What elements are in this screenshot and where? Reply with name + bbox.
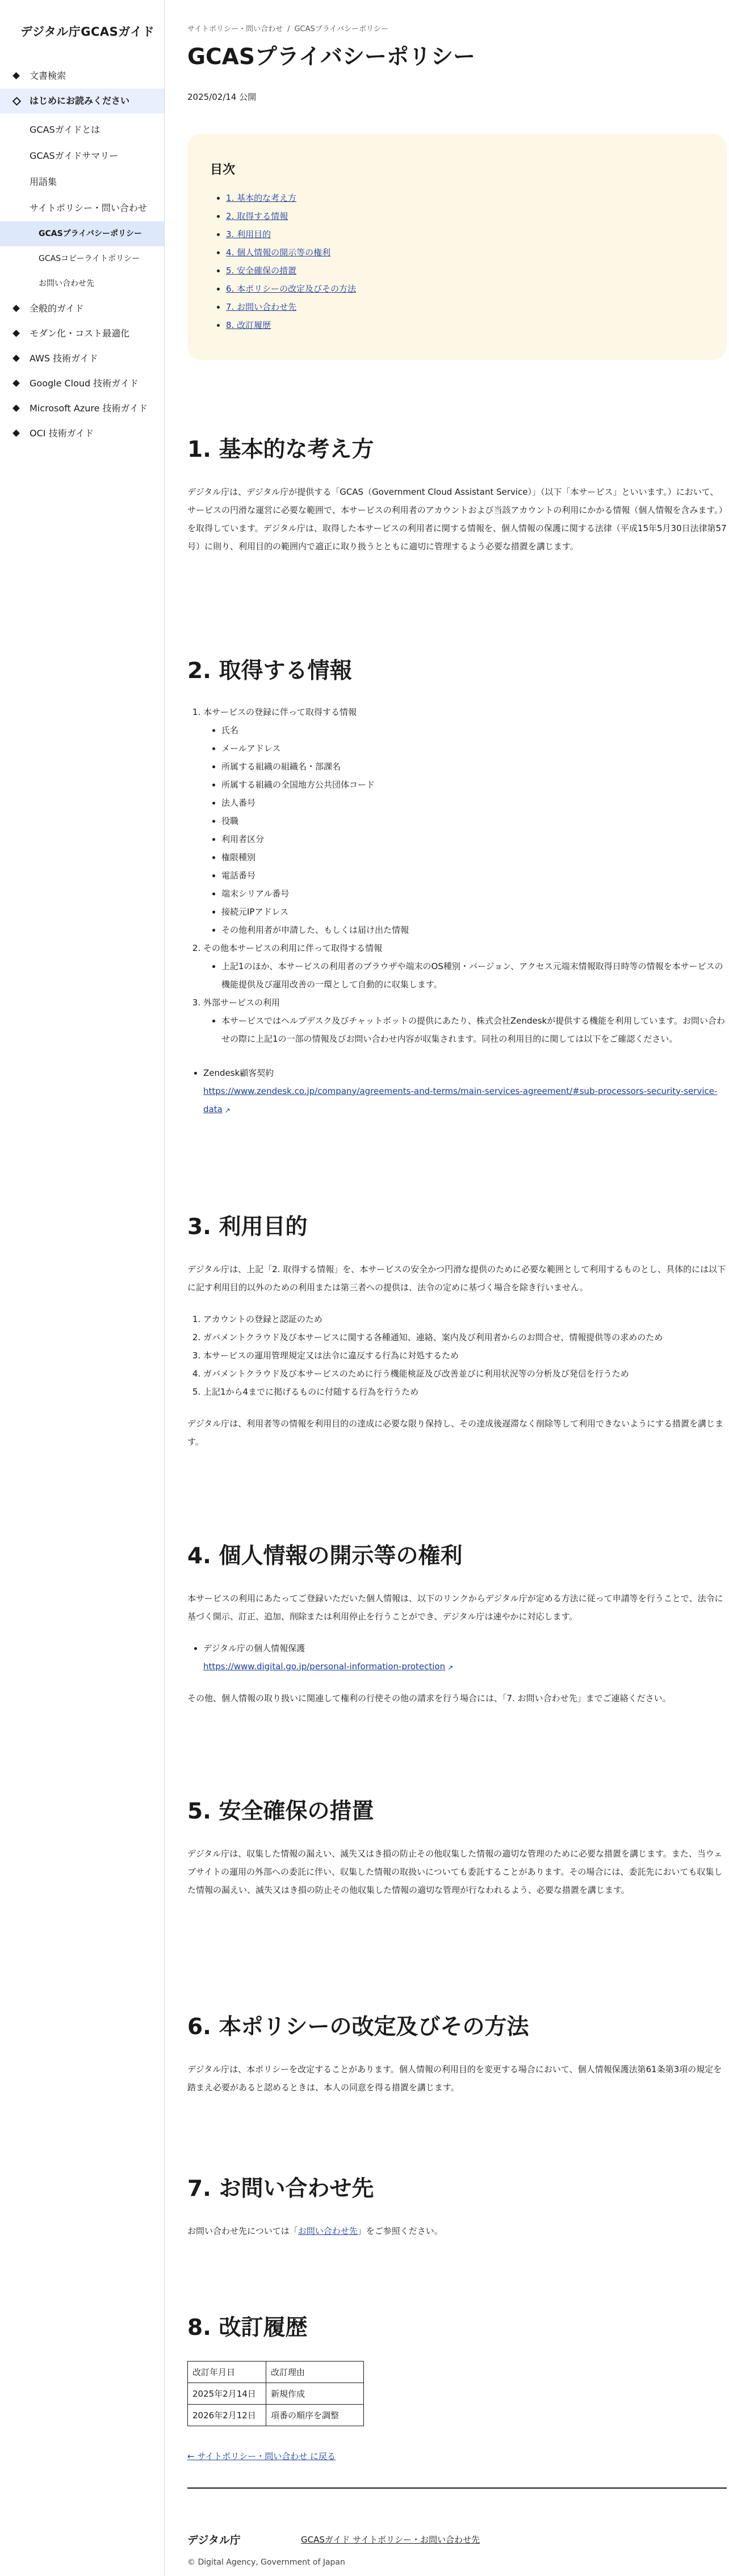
sub-list bbox=[203, 957, 727, 994]
diamond-icon bbox=[12, 405, 20, 412]
toc-link[interactable]: 3. 利用目的 bbox=[226, 229, 271, 239]
table-header-row bbox=[188, 2361, 364, 2383]
sub-list-item: • 氏名 bbox=[221, 721, 727, 739]
section-disclosure-rights bbox=[187, 1543, 727, 1707]
section-heading: 5. 安全確保の措置 bbox=[187, 1799, 374, 1824]
sidebar-item-google-cloud-guide[interactable] bbox=[0, 371, 164, 396]
toc-link[interactable]: 5. 安全確保の措置 bbox=[226, 266, 297, 276]
toc-item bbox=[226, 262, 727, 280]
sub-list-item: • 利用者区分 bbox=[221, 830, 727, 848]
sidebar-item-aws-guide[interactable] bbox=[0, 346, 164, 371]
section-heading: 6. 本ポリシーの改定及びその方法 bbox=[187, 2014, 529, 2040]
list-item: 5. 上記1から4までに掲げるものに付随する行為を行うため bbox=[203, 1383, 727, 1401]
toc-link[interactable]: 2. 取得する情報 bbox=[226, 211, 288, 221]
list-item-text: 外部サービスの利用 bbox=[203, 997, 280, 1008]
sub-list-item: • 接続元IPアドレス bbox=[221, 903, 727, 921]
list-item bbox=[203, 703, 727, 939]
section-heading: 1. 基本的な考え方 bbox=[187, 437, 374, 462]
published-date: 2025/02/14 公開 bbox=[187, 92, 257, 102]
sidebar-item-about-gcas-guide[interactable] bbox=[0, 117, 164, 143]
sidebar-item-label: 用語集 bbox=[30, 176, 57, 187]
footer-divider bbox=[187, 2487, 727, 2489]
sidebar-item-site-policy[interactable] bbox=[0, 195, 164, 221]
sidebar-item-label: 全般的ガイド bbox=[30, 303, 84, 314]
zendesk-link-list bbox=[187, 1064, 727, 1118]
list-item: 2. ガバメントクラウド及び本サービスに関する各種通知、連絡、案内及び利用者からのお問合せ、情報提供等の求めのため bbox=[203, 1328, 727, 1346]
table-cell: 2026年2月12日 bbox=[188, 2404, 266, 2426]
sub-list-item: • 所属する組織の組織名・部課名 bbox=[221, 757, 727, 776]
sub-list-item: • 法人番号 bbox=[221, 794, 727, 812]
section-body: デジタル庁は、収集した情報の漏えい、滅失又はき損の防止その他収集した情報の適切な管理のために必要な措置を講じます。また、当ウェブサイトの運用の外部への委託に伴い、収集した情報の取扱いについても委託することがあります。その場合には、委託先においても収集した情報の漏えい、滅失又はき損の防止その他収集した情報の適切な管理が行なわれるよう、必要な措置を講じます。 bbox=[187, 1848, 723, 1895]
sidebar-item-read-first[interactable] bbox=[0, 89, 164, 113]
sidebar-item-label: Microsoft Azure 技術ガイド bbox=[30, 403, 148, 414]
section-body: デジタル庁は、本ポリシーを改定することがあります。個人情報の利用目的を変更する場合において、個人情報保護法第61条第3項の規定を踏まえ必要があると認めるときは、本人の同意を得る措置を講じます。 bbox=[187, 2064, 722, 2093]
table-cell: 新規作成 bbox=[266, 2383, 364, 2404]
list-item: 4. ガバメントクラウド及び本サービスのために行う機能検証及び改善並びに利用状況等の分析及び発信を行うため bbox=[203, 1365, 727, 1383]
sidebar-item-contact[interactable] bbox=[0, 271, 164, 296]
copyright: © Digital Agency, Government of Japan bbox=[187, 2558, 345, 2567]
sub-list-item: • その他利用者が申請した、もしくは届け出た情報 bbox=[221, 921, 727, 939]
sidebar-item-privacy-policy[interactable] bbox=[0, 221, 164, 246]
toc-link[interactable]: 1. 基本的な考え方 bbox=[226, 193, 297, 203]
sidebar-item-azure-guide[interactable] bbox=[0, 396, 164, 421]
section-security-measures bbox=[187, 1799, 727, 1899]
footer-site-policy-link[interactable]: GCASガイド サイトポリシー・お問い合わせ先 bbox=[301, 2535, 480, 2545]
list-item-text: その他本サービスの利用に伴って取得する情報 bbox=[203, 942, 383, 953]
diamond-outline-icon bbox=[12, 97, 22, 106]
list-item: 1. アカウントの登録と認証のため bbox=[203, 1310, 727, 1328]
section-contact bbox=[187, 2176, 727, 2240]
sub-list bbox=[203, 1012, 727, 1048]
table-cell: 項番の順序を調整 bbox=[266, 2404, 364, 2426]
table-row bbox=[188, 2383, 364, 2404]
sidebar-item-label: はじめにお読みください bbox=[30, 95, 130, 106]
toc-item bbox=[226, 189, 727, 207]
sidebar-item-label: OCI 技術ガイド bbox=[30, 428, 94, 439]
revision-history-table bbox=[187, 2361, 364, 2426]
sub-list-item: • 上記1のほか、本サービスの利用者のブラウザや端末のOS種別・バージョン、アクセス元端末情報取得日時等の情報を本サービスの機能提供及び運用改善の一環として自動的に収集します。 bbox=[221, 957, 727, 994]
purpose-list bbox=[187, 1310, 727, 1401]
sidebar-item-label: モダン化・コスト最適化 bbox=[30, 328, 130, 339]
diamond-icon bbox=[12, 330, 20, 337]
text-fragment: お問い合わせ先については「 bbox=[187, 2225, 298, 2236]
sub-list-item: • 電話番号 bbox=[221, 866, 727, 885]
sidebar-item-label: GCASプライバシーポリシー bbox=[39, 229, 142, 238]
section-basic-policy bbox=[187, 437, 727, 555]
breadcrumb-current: GCASプライバシーポリシー bbox=[294, 25, 389, 33]
toc-item bbox=[226, 207, 727, 225]
section-outro: デジタル庁は、利用者等の情報を利用目的の達成に必要な限り保持し、その達成後遅滞なく削除等して利用できないようにする措置を講じます。 bbox=[187, 1418, 724, 1447]
toc-link[interactable]: 7. お問い合わせ先 bbox=[226, 302, 297, 312]
sub-list-item: • 端末シリアル番号 bbox=[221, 885, 727, 903]
diamond-icon bbox=[12, 72, 20, 79]
toc-item bbox=[226, 225, 727, 243]
sidebar-item-label: Google Cloud 技術ガイド bbox=[30, 378, 139, 389]
sidebar-item-oci-guide[interactable] bbox=[0, 421, 164, 446]
site-title[interactable]: デジタル庁GCASガイド bbox=[20, 25, 155, 39]
personal-info-protection-link[interactable] bbox=[203, 1661, 454, 1672]
section-heading: 7. お問い合わせ先 bbox=[187, 2176, 374, 2202]
list-item bbox=[203, 1064, 727, 1118]
section-outro: その他、個人情報の取り扱いに関連して権利の行使その他の請求を行う場合には、「7. お問い合わせ先」までご連絡ください。 bbox=[187, 1693, 671, 1703]
section-intro: デジタル庁は、上記「2. 取得する情報」を、本サービスの安全かつ円滑な提供のために必要な範囲として利用するものとし、具体的には以下に記す利用目的以外のための利用または第三者への提供は、法令の定めに基づく場合を除き行いません。 bbox=[187, 1264, 726, 1293]
text-fragment: 」をご参照ください。 bbox=[357, 2225, 443, 2236]
list-item bbox=[203, 939, 727, 994]
sidebar-item-label: お問い合わせ先 bbox=[39, 279, 94, 288]
section-purpose-of-use bbox=[187, 1214, 727, 1451]
sidebar-item-label: AWS 技術ガイド bbox=[30, 353, 98, 364]
diamond-icon bbox=[12, 430, 20, 437]
sidebar-item-modernization[interactable] bbox=[0, 321, 164, 346]
breadcrumb-link-site-policy[interactable]: サイトポリシー・問い合わせ bbox=[187, 25, 283, 33]
list-item-text: 本サービスの登録に伴って取得する情報 bbox=[203, 706, 357, 717]
sidebar-item-glossary[interactable] bbox=[0, 169, 164, 195]
link-label: デジタル庁の個人情報保護 bbox=[203, 1643, 305, 1653]
back-to-site-policy-link[interactable]: ← サイトポリシー・問い合わせ に戻る bbox=[187, 2451, 336, 2461]
toc-item bbox=[226, 298, 727, 316]
list-item bbox=[203, 994, 727, 1048]
section-heading: 4. 個人情報の開示等の権利 bbox=[187, 1543, 463, 1569]
section-collected-info bbox=[187, 658, 727, 1118]
sidebar-item-label: サイトポリシー・問い合わせ bbox=[30, 203, 147, 213]
toc-item bbox=[226, 280, 727, 298]
section-policy-revision bbox=[187, 2014, 727, 2097]
sub-list-item: • 所属する組織の全国地方公共団体コード bbox=[221, 776, 727, 794]
table-header-cell: 改訂理由 bbox=[266, 2361, 364, 2383]
sidebar-item-general-guide[interactable] bbox=[0, 296, 164, 321]
link-url: https://www.digital.go.jp/personal-information-protection bbox=[203, 1661, 446, 1672]
privacy-link-list bbox=[187, 1639, 727, 1676]
sidebar bbox=[0, 0, 165, 2576]
sidebar-nav bbox=[0, 64, 164, 446]
toc-item bbox=[226, 243, 727, 262]
list-item: 3. 本サービスの運用管理規定又は法令に違反する行為に対処するため bbox=[203, 1346, 727, 1365]
sub-list-item: • 役職 bbox=[221, 812, 727, 830]
list-item bbox=[203, 1639, 727, 1676]
section-revision-history bbox=[187, 2315, 727, 2426]
breadcrumb bbox=[187, 23, 388, 33]
toc-link[interactable]: 6. 本ポリシーの改定及びその方法 bbox=[226, 284, 357, 294]
section-body: デジタル庁は、デジタル庁が提供する「GCAS（Government Cloud Assistant Service）」（以下「本サービス」といいます。）において、サービスの円滑な運営に必要な範囲で、本サービスの利用者のアカウントおよび当該アカウントの利用にかかる情報（個人情報を含みます。）を取得しています。デジタル庁は、取得した本サービスの利用者に関する情報を、個人情報の保護に関する法律（平成15年5月30日法律第57号）に則り、利用目的の範囲内で適正に取り扱うとともに適切に管理するよう必要な措置を講じます。 bbox=[187, 486, 727, 552]
toc-heading: 目次 bbox=[210, 163, 236, 177]
external-link-icon: ↗ bbox=[224, 1106, 231, 1114]
sub-list-item: • 権限種別 bbox=[221, 848, 727, 866]
footer-logo[interactable]: デジタル庁 bbox=[187, 2534, 241, 2546]
diamond-icon bbox=[12, 305, 20, 312]
toc-link[interactable]: 8. 改訂履歴 bbox=[226, 320, 271, 330]
sidebar-item-label: GCASガイドサマリー bbox=[30, 150, 119, 161]
section-heading: 8. 改訂履歴 bbox=[187, 2315, 308, 2341]
zendesk-agreement-link[interactable] bbox=[203, 1086, 717, 1114]
breadcrumb-separator: / bbox=[287, 25, 290, 33]
section-body bbox=[187, 2222, 727, 2240]
toc-item bbox=[226, 316, 727, 334]
table-row bbox=[188, 2404, 364, 2426]
sub-list-item: • メールアドレス bbox=[221, 739, 727, 757]
sidebar-item-label: GCASガイドとは bbox=[30, 124, 100, 135]
link-label: Zendesk顧客契約 bbox=[203, 1067, 274, 1078]
sub-list-item: • 本サービスではヘルプデスク及びチャットボットの提供にあたり、株式会社Zendeskが提供する機能を利用しています。お問い合わせの際に上記1の一部の情報及びお問い合わせ内容が収集されます。同社の利用目的に関しては以下をご確認ください。 bbox=[221, 1012, 727, 1048]
sidebar-item-copyright-policy[interactable] bbox=[0, 246, 164, 271]
toc-list bbox=[210, 189, 727, 334]
sidebar-item-label: 文書検索 bbox=[30, 70, 66, 81]
sidebar-item-label: GCASコピーライトポリシー bbox=[39, 254, 140, 263]
toc-link[interactable]: 4. 個人情報の開示等の権利 bbox=[226, 247, 331, 258]
section-heading: 3. 利用目的 bbox=[187, 1214, 308, 1240]
table-header-cell: 改訂年月日 bbox=[188, 2361, 266, 2383]
sub-list bbox=[203, 721, 727, 939]
link-url: https://www.zendesk.co.jp/company/agreements-and-terms/main-services-agreement/#sub-processors-security-service-data bbox=[203, 1085, 718, 1114]
diamond-icon bbox=[12, 355, 20, 362]
table-cell: 2025年2月14日 bbox=[188, 2383, 266, 2404]
section-intro: 本サービスの利用にあたってご登録いただいた個人情報は、以下のリンクからデジタル庁が定める方法に従って申請等を行うことで、法令に基づく開示、訂正、追加、削除または利用停止を行うことができ、デジタル庁は速やかに対応します。 bbox=[187, 1593, 723, 1622]
sidebar-item-document-search[interactable] bbox=[0, 64, 164, 89]
section-heading: 2. 取得する情報 bbox=[187, 658, 352, 684]
collected-info-list bbox=[187, 703, 727, 1048]
table-of-contents bbox=[187, 134, 727, 360]
diamond-icon bbox=[12, 380, 20, 387]
page-title: GCASプライバシーポリシー bbox=[187, 44, 475, 70]
sidebar-item-gcas-guide-summary[interactable] bbox=[0, 143, 164, 169]
contact-link[interactable]: お問い合わせ先 bbox=[298, 2225, 358, 2236]
external-link-icon: ↗ bbox=[447, 1663, 454, 1672]
